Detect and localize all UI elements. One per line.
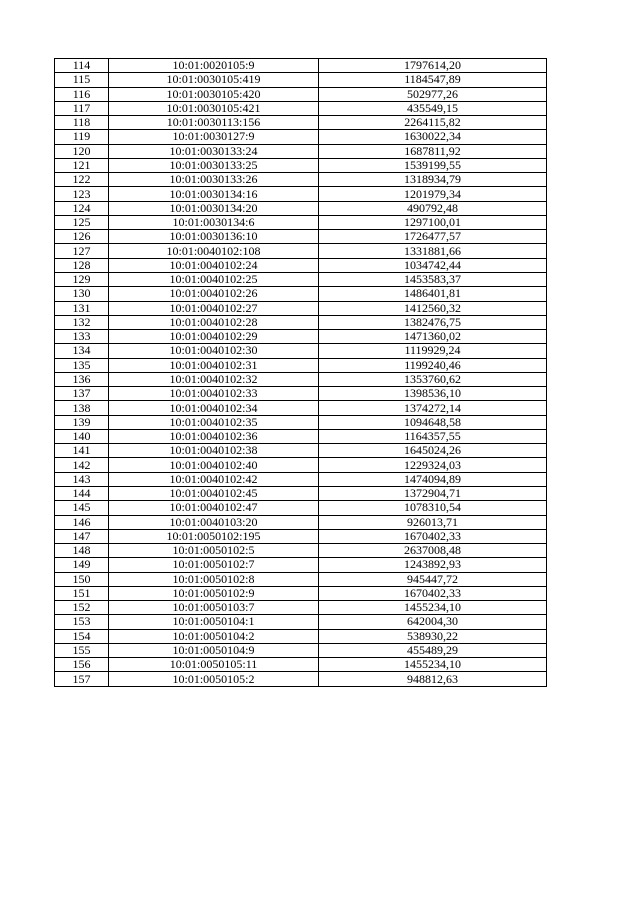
row-number-cell: 144 [55,486,109,500]
cadastral-value-cell: 642004,30 [319,615,547,629]
cadastral-value-cell: 1455234,10 [319,658,547,672]
row-number-cell: 148 [55,544,109,558]
table-row [55,643,547,657]
table-row [55,230,547,244]
row-number-cell: 151 [55,586,109,600]
cadastral-number-cell: 10:01:0030105:420 [109,87,319,101]
cadastral-number-cell: 10:01:0030105:419 [109,73,319,87]
cadastral-number-cell: 10:01:0040102:26 [109,287,319,301]
table-row [55,601,547,615]
row-number-cell: 138 [55,401,109,415]
row-number-cell: 124 [55,201,109,215]
cadastral-value-cell: 1471360,02 [319,330,547,344]
table-row [55,629,547,643]
cadastral-number-cell: 10:01:0040102:33 [109,387,319,401]
cadastral-value-cell: 1243892,93 [319,558,547,572]
cadastral-number-cell: 10:01:0040102:25 [109,272,319,286]
row-number-cell: 133 [55,330,109,344]
table-row [55,59,547,73]
row-number-cell: 126 [55,230,109,244]
table-row [55,387,547,401]
cadastral-value-cell: 538930,22 [319,629,547,643]
cadastral-value-cell: 948812,63 [319,672,547,686]
cadastral-value-cell: 1119929,24 [319,344,547,358]
cadastral-value-cell: 1726477,57 [319,230,547,244]
row-number-cell: 125 [55,215,109,229]
cadastral-value-cell: 2264115,82 [319,116,547,130]
cadastral-number-cell: 10:01:0030133:26 [109,173,319,187]
table-row [55,215,547,229]
table-row [55,544,547,558]
row-number-cell: 146 [55,515,109,529]
cadastral-number-cell: 10:01:0040102:40 [109,458,319,472]
row-number-cell: 114 [55,59,109,73]
cadastral-value-cell: 1645024,26 [319,444,547,458]
cadastral-value-cell: 1670402,33 [319,529,547,543]
cadastral-number-cell: 10:01:0050104:9 [109,643,319,657]
cadastral-number-cell: 10:01:0020105:9 [109,59,319,73]
table-row [55,201,547,215]
table-row [55,87,547,101]
cadastral-value-cell: 1474094,89 [319,472,547,486]
cadastral-number-cell: 10:01:0040102:38 [109,444,319,458]
table-row [55,572,547,586]
row-number-cell: 120 [55,144,109,158]
row-number-cell: 156 [55,658,109,672]
cadastral-value-cell: 1687811,92 [319,144,547,158]
row-number-cell: 143 [55,472,109,486]
table-row [55,272,547,286]
cadastral-number-cell: 10:01:0040102:29 [109,330,319,344]
cadastral-number-cell: 10:01:0030113:156 [109,116,319,130]
cadastral-number-cell: 10:01:0040102:31 [109,358,319,372]
row-number-cell: 153 [55,615,109,629]
table-body [55,59,547,687]
table-row [55,158,547,172]
row-number-cell: 121 [55,158,109,172]
cadastral-number-cell: 10:01:0050104:2 [109,629,319,643]
cadastral-value-cell: 455489,29 [319,643,547,657]
cadastral-value-cell: 1453583,37 [319,272,547,286]
row-number-cell: 137 [55,387,109,401]
row-number-cell: 132 [55,315,109,329]
table-row [55,130,547,144]
cadastral-number-cell: 10:01:0040102:35 [109,415,319,429]
table-row [55,173,547,187]
cadastral-value-cell: 1398536,10 [319,387,547,401]
table-row [55,187,547,201]
row-number-cell: 134 [55,344,109,358]
table-row [55,301,547,315]
table-row [55,501,547,515]
table-row [55,429,547,443]
cadastral-value-cell: 945447,72 [319,572,547,586]
cadastral-number-cell: 10:01:0030136:10 [109,230,319,244]
table-row [55,615,547,629]
cadastral-value-cell: 1164357,55 [319,429,547,443]
row-number-cell: 152 [55,601,109,615]
table-row [55,586,547,600]
cadastral-value-cell: 502977,26 [319,87,547,101]
table-row [55,672,547,686]
cadastral-number-cell: 10:01:0050105:2 [109,672,319,686]
cadastral-value-cell: 1034742,44 [319,258,547,272]
row-number-cell: 142 [55,458,109,472]
row-number-cell: 129 [55,272,109,286]
cadastral-value-cell: 1094648,58 [319,415,547,429]
cadastral-value-cell: 1078310,54 [319,501,547,515]
table-row [55,401,547,415]
cadastral-number-cell: 10:01:0040102:47 [109,501,319,515]
table-row [55,344,547,358]
cadastral-number-cell: 10:01:0040102:24 [109,258,319,272]
cadastral-value-cell: 1201979,34 [319,187,547,201]
cadastral-number-cell: 10:01:0050102:5 [109,544,319,558]
row-number-cell: 139 [55,415,109,429]
cadastral-value-cell: 1670402,33 [319,586,547,600]
table-row [55,101,547,115]
cadastral-number-cell: 10:01:0030105:421 [109,101,319,115]
cadastral-value-cell: 2637008,48 [319,544,547,558]
table-row [55,658,547,672]
cadastral-value-cell: 1297100,01 [319,215,547,229]
table-row [55,258,547,272]
cadastral-number-cell: 10:01:0030134:6 [109,215,319,229]
cadastral-value-cell: 1382476,75 [319,315,547,329]
cadastral-number-cell: 10:01:0040102:34 [109,401,319,415]
cadastral-value-cell: 1374272,14 [319,401,547,415]
row-number-cell: 119 [55,130,109,144]
row-number-cell: 127 [55,244,109,258]
cadastral-value-cell: 1797614,20 [319,59,547,73]
cadastral-value-cell: 1372904,71 [319,486,547,500]
table-row [55,144,547,158]
cadastral-value-cell: 1455234,10 [319,601,547,615]
table-row [55,330,547,344]
row-number-cell: 122 [55,173,109,187]
table-row [55,558,547,572]
table-row [55,486,547,500]
row-number-cell: 141 [55,444,109,458]
cadastral-number-cell: 10:01:0040102:32 [109,372,319,386]
row-number-cell: 155 [55,643,109,657]
cadastral-value-cell: 1539199,55 [319,158,547,172]
cadastral-number-cell: 10:01:0050102:195 [109,529,319,543]
table-row [55,287,547,301]
row-number-cell: 115 [55,73,109,87]
table-row [55,458,547,472]
row-number-cell: 130 [55,287,109,301]
cadastral-value-cell: 1331881,66 [319,244,547,258]
table-row [55,444,547,458]
table-row [55,372,547,386]
cadastral-number-cell: 10:01:0030133:24 [109,144,319,158]
row-number-cell: 135 [55,358,109,372]
cadastral-value-cell: 926013,71 [319,515,547,529]
cadastral-number-cell: 10:01:0030133:25 [109,158,319,172]
row-number-cell: 150 [55,572,109,586]
row-number-cell: 128 [55,258,109,272]
row-number-cell: 116 [55,87,109,101]
cadastral-value-table [54,58,547,687]
cadastral-value-cell: 1199240,46 [319,358,547,372]
cadastral-number-cell: 10:01:0030134:20 [109,201,319,215]
cadastral-value-cell: 490792,48 [319,201,547,215]
row-number-cell: 149 [55,558,109,572]
table-row [55,415,547,429]
cadastral-number-cell: 10:01:0050102:7 [109,558,319,572]
table-row [55,472,547,486]
row-number-cell: 118 [55,116,109,130]
cadastral-number-cell: 10:01:0040102:36 [109,429,319,443]
row-number-cell: 147 [55,529,109,543]
row-number-cell: 157 [55,672,109,686]
cadastral-number-cell: 10:01:0050105:11 [109,658,319,672]
row-number-cell: 131 [55,301,109,315]
cadastral-number-cell: 10:01:0030134:16 [109,187,319,201]
row-number-cell: 136 [55,372,109,386]
table-row [55,529,547,543]
table-row [55,244,547,258]
cadastral-number-cell: 10:01:0040102:28 [109,315,319,329]
cadastral-value-cell: 1318934,79 [319,173,547,187]
table-row [55,358,547,372]
cadastral-number-cell: 10:01:0040103:20 [109,515,319,529]
cadastral-value-cell: 1630022,34 [319,130,547,144]
cadastral-number-cell: 10:01:0040102:27 [109,301,319,315]
cadastral-value-cell: 1353760,62 [319,372,547,386]
table-row [55,515,547,529]
row-number-cell: 140 [55,429,109,443]
cadastral-number-cell: 10:01:0050102:8 [109,572,319,586]
cadastral-value-cell: 1486401,81 [319,287,547,301]
row-number-cell: 117 [55,101,109,115]
row-number-cell: 154 [55,629,109,643]
cadastral-number-cell: 10:01:0050102:9 [109,586,319,600]
cadastral-value-cell: 435549,15 [319,101,547,115]
cadastral-number-cell: 10:01:0040102:42 [109,472,319,486]
cadastral-number-cell: 10:01:0050103:7 [109,601,319,615]
row-number-cell: 145 [55,501,109,515]
cadastral-number-cell: 10:01:0030127:9 [109,130,319,144]
cadastral-number-cell: 10:01:0050104:1 [109,615,319,629]
table-row [55,73,547,87]
cadastral-value-cell: 1184547,89 [319,73,547,87]
cadastral-value-cell: 1412560,32 [319,301,547,315]
table-row [55,116,547,130]
row-number-cell: 123 [55,187,109,201]
cadastral-number-cell: 10:01:0040102:45 [109,486,319,500]
cadastral-number-cell: 10:01:0040102:108 [109,244,319,258]
table-row [55,315,547,329]
cadastral-number-cell: 10:01:0040102:30 [109,344,319,358]
cadastral-value-cell: 1229324,03 [319,458,547,472]
